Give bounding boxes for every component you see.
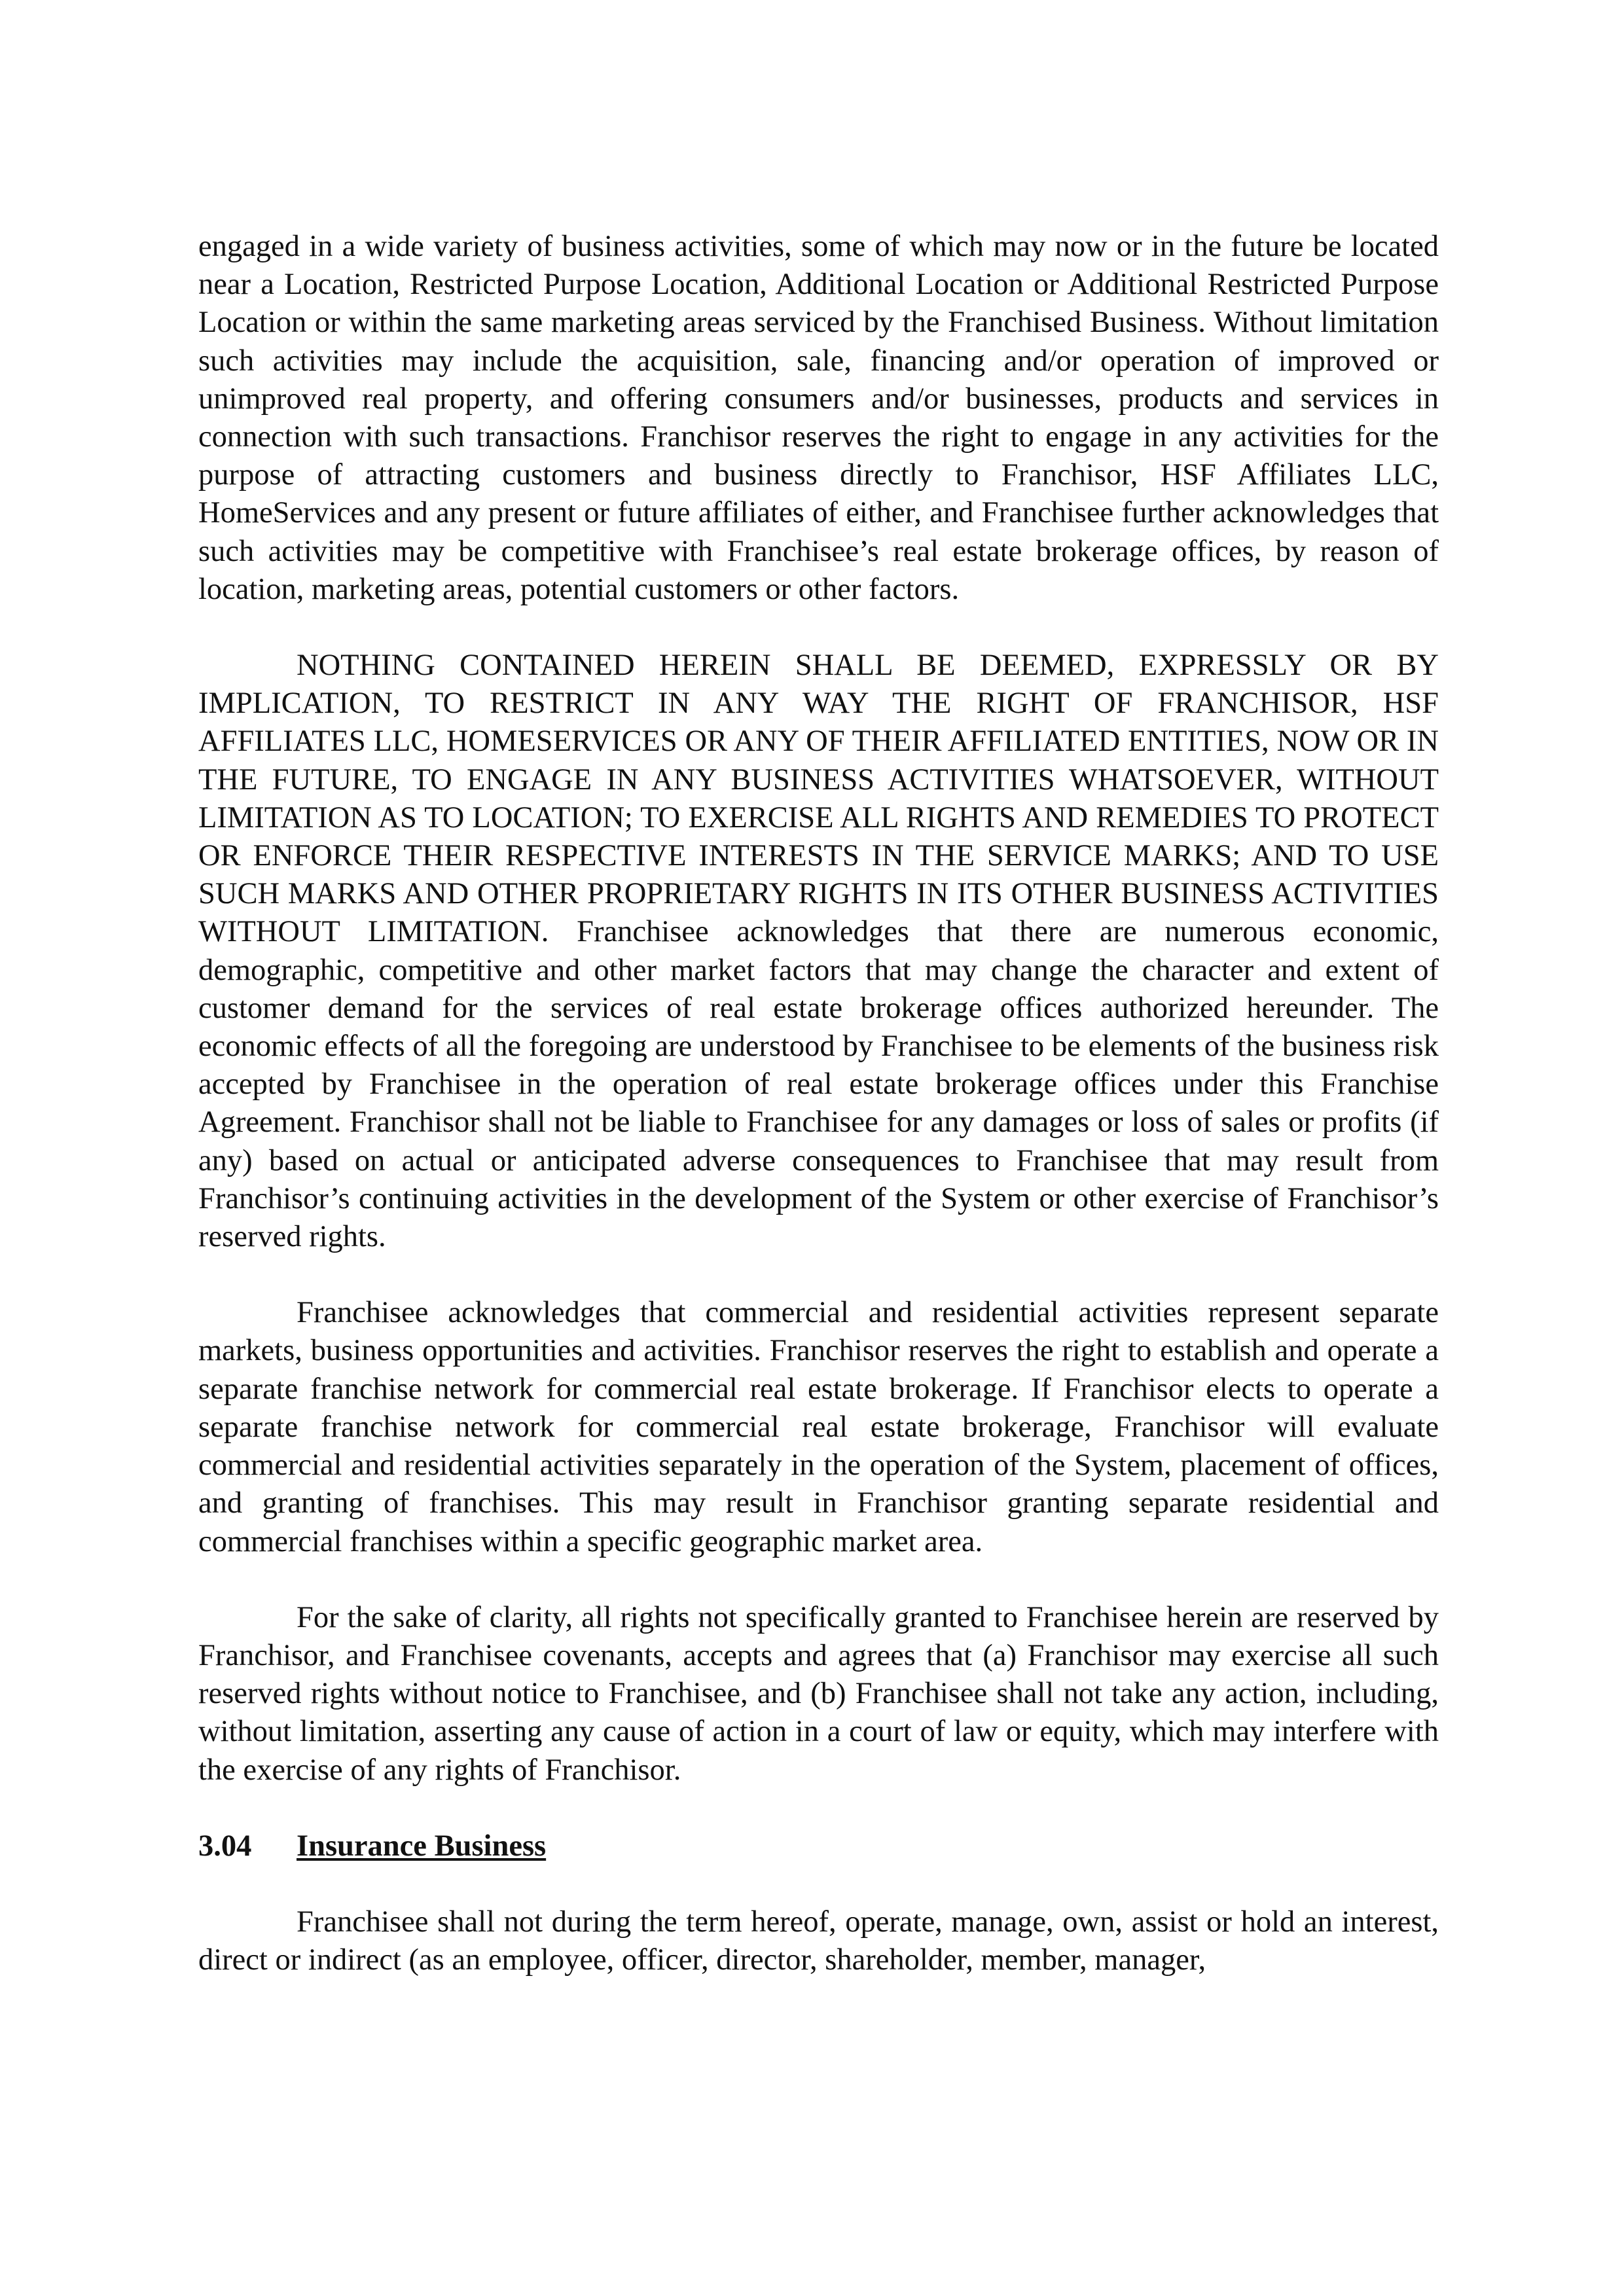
paragraph-commercial-residential: Franchisee acknowledges that commercial and residential activities represent separate markets, business opportunities and activities. Franchisor reserves the right to establish and operate a separate franchise network for commercial real estate brokerage. If Franchisor elects to operate a separate franchise network for commercial real estate brokerage, Franchisor will evaluate commercial and residential activities separately in the operation of the System, placement of offices, and granting of franchises. This may result in Franchisor granting separate residential and commercial franchises within a specific geographic market area.: [198, 1296, 1439, 1558]
paragraph-insurance-business: Franchisee shall not during the term hereof, operate, manage, own, assist or hold an interest, direct or indirect (as an employee, officer, director, shareholder, member, manager,: [198, 1905, 1439, 1977]
paragraph-spacer: [198, 1561, 1439, 1599]
paragraph-business-activities: engaged in a wide variety of business activities, some of which may now or in the future be located near a Location, Restricted Purpose Location, Additional Location or Additional Restricted Purpose Location or within the same marketing areas serviced by the Franchised Business. Without limitation such activities may include the acquisition, sale, financing and/or operation of improved or unimproved real property, and offering consumers and/or businesses, products and services in connection with such transactions. Franchisor reserves the right to engage in any activities for the purpose of attracting customers and business directly to Franchisor, HSF Affiliates LLC, HomeServices and any present or future affiliates of either, and Franchisee further acknowledges that such activities may be competitive with Franchisee’s real estate brokerage offices, by reason of location, marketing areas, potential customers or other factors.: [198, 230, 1439, 606]
paragraph-spacer: [198, 1256, 1439, 1294]
paragraph-spacer: [198, 609, 1439, 647]
paragraph-spacer: [198, 1865, 1439, 1903]
section-number: 3.04: [198, 1829, 252, 1863]
section-heading: [198, 1827, 1439, 1865]
paragraph-reserved-rights-disclaimer: NOTHING CONTAINED HEREIN SHALL BE DEEMED, EXPRESSLY OR BY IMPLICATION, TO RESTRICT IN ANY WAY THE RIGHT OF FRANCHISOR, HSF AFFILIATES LLC, HOMESERVICES OR ANY OF THEIR AFFILIATED ENTITIES, NOW OR IN THE FUTURE, TO ENGAGE IN ANY BUSINESS ACTIVITIES WHATSOEVER, WITHOUT LIMITATION AS TO LOCATION; TO EXERCISE ALL RIGHTS AND REMEDIES TO PROTECT OR ENFORCE THEIR RESPECTIVE INTERESTS IN THE SERVICE MARKS; AND TO USE SUCH MARKS AND OTHER PROPRIETARY RIGHTS IN ITS OTHER BUSINESS ACTIVITIES WITHOUT LIMITATION. Franchisee acknowledges that there are numerous economic, demographic, competitive and other market factors that may change the character and extent of customer demand for the services of real estate brokerage offices authorized hereunder. The economic effects of all the foregoing are understood by Franchisee to be elements of the business risk accepted by Franchisee in the operation of real estate brokerage offices under this Franchise Agreement. Franchisor shall not be liable to Franchisee for any damages or loss of sales or profits (if any) based on actual or anticipated adverse consequences to Franchisee that may result from Franchisor’s continuing activities in the development of the System or other exercise of Franchisor’s reserved rights.: [198, 649, 1439, 1254]
paragraph-spacer: [198, 1789, 1439, 1827]
document-page: [198, 228, 1439, 1979]
section-title: Insurance Business: [297, 1829, 547, 1863]
paragraph-rights-clarity: For the sake of clarity, all rights not specifically granted to Franchisee herein are reserved by Franchisor, and Franchisee covenants, accepts and agrees that (a) Franchisor may exercise all such reserved rights without notice to Franchisee, and (b) Franchisee shall not take any action, including, without limitation, asserting any cause of action in a court of law or equity, which may interfere with the exercise of any rights of Franchisor.: [198, 1600, 1439, 1787]
